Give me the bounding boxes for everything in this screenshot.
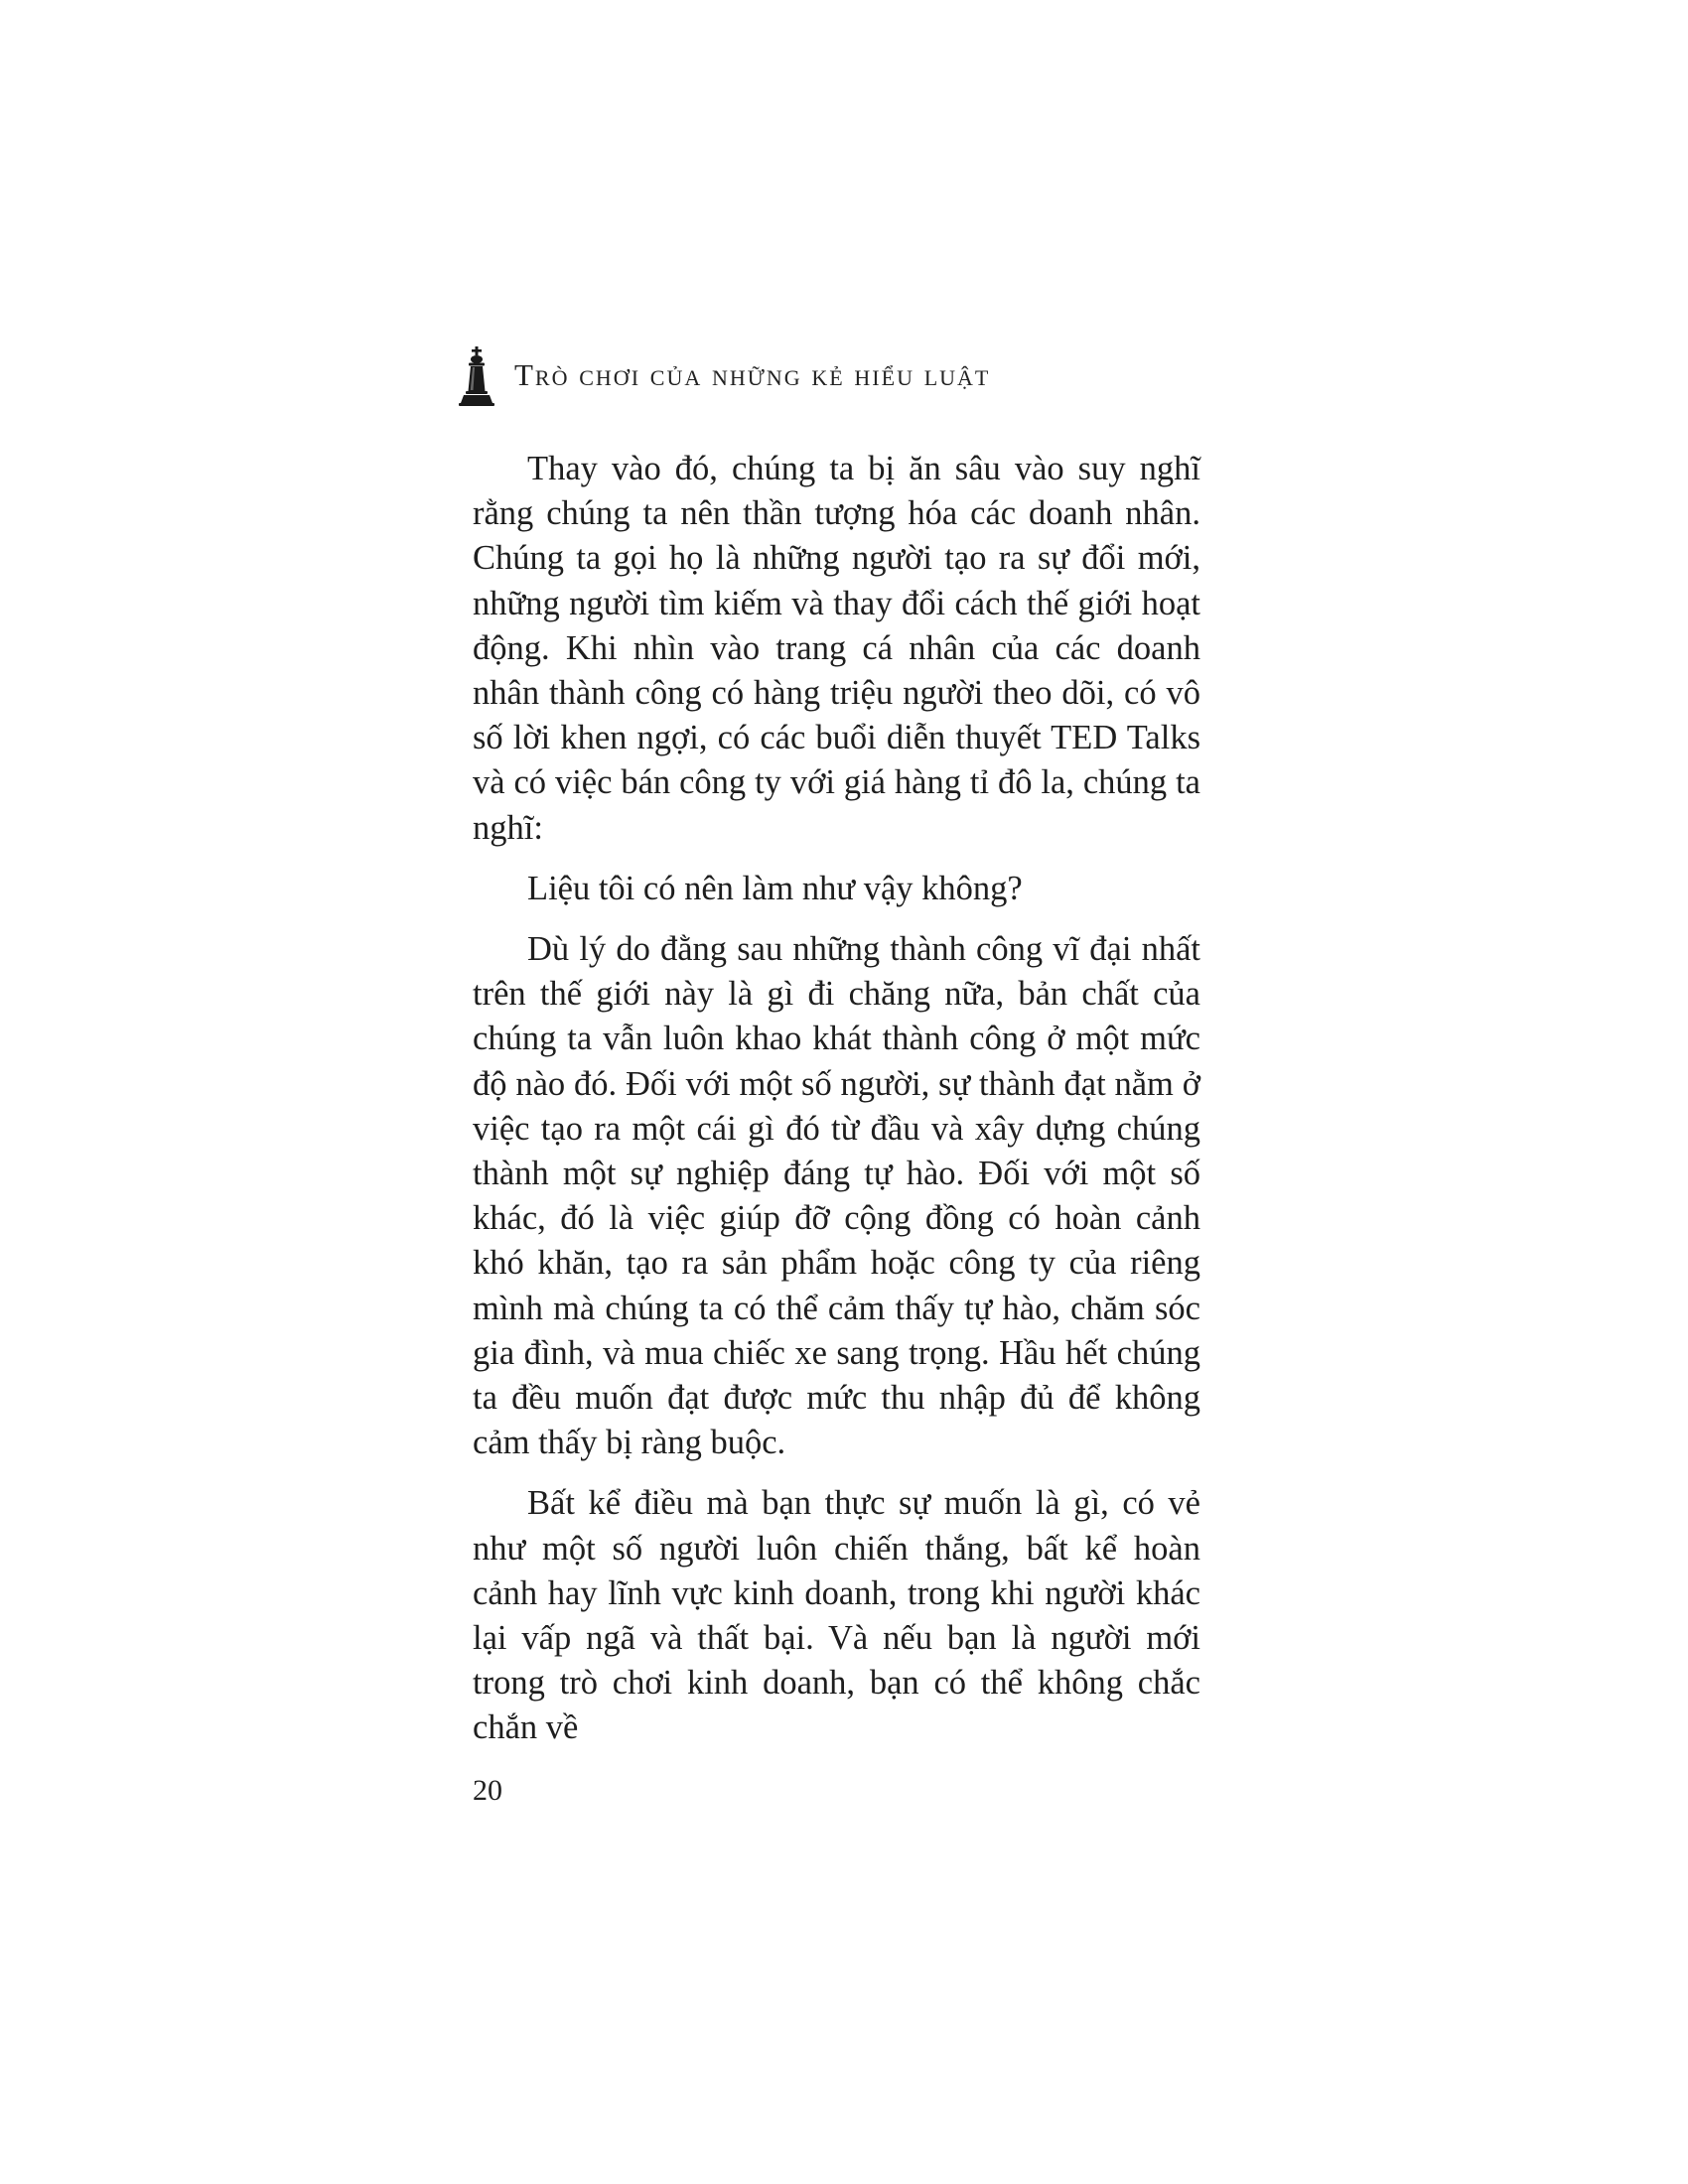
paragraph-question: Liệu tôi có nên làm như vậy không? bbox=[527, 869, 1023, 907]
page-number: 20 bbox=[473, 1774, 502, 1807]
running-title: Trò chơi của những kẻ hiểu luật bbox=[514, 357, 991, 392]
paragraph: Bất kể điều mà bạn thực sự muốn là gì, có vẻ như một số người luôn chiến thắng, bất kể hoàn cảnh hay lĩnh vực kinh doanh, trong khi người khác lại vấp ngã và thất bại. Và nếu bạn là người mới trong trò chơi kinh doanh, bạn có thể không chắc chắn về bbox=[473, 1484, 1200, 1747]
running-head bbox=[457, 341, 990, 407]
chess-king-icon bbox=[457, 345, 496, 407]
body-text bbox=[473, 447, 1200, 1751]
paragraph: Thay vào đó, chúng ta bị ăn sâu vào suy nghĩ rằng chúng ta nên thần tượng hóa các doanh nhân. Chúng ta gọi họ là những người tạo ra sự đổi mới, những người tìm kiếm và thay đổi cách thế giới hoạt động. Khi nhìn vào trang cá nhân của các doanh nhân thành công có hàng triệu người theo dõi, có vô số lời khen ngợi, có các buổi diễn thuyết TED Talks và có việc bán công ty với giá hàng tỉ đô la, chúng ta nghĩ: bbox=[473, 450, 1200, 847]
paragraph: Dù lý do đằng sau những thành công vĩ đại nhất trên thế giới này là gì đi chăng nữa, bản chất của chúng ta vẫn luôn khao khát thành công ở một mức độ nào đó. Đối với một số người, sự thành đạt nằm ở việc tạo ra một cái gì đó từ đầu và xây dựng chúng thành một sự nghiệp đáng tự hào. Đối với một số khác, đó là việc giúp đỡ cộng đồng có hoàn cảnh khó khăn, tạo ra sản phẩm hoặc công ty của riêng mình mà chúng ta có thể cảm thấy tự hào, chăm sóc gia đình, và mua chiếc xe sang trọng. Hầu hết chúng ta đều muốn đạt được mức thu nhập đủ để không cảm thấy bị ràng buộc. bbox=[473, 930, 1200, 1462]
